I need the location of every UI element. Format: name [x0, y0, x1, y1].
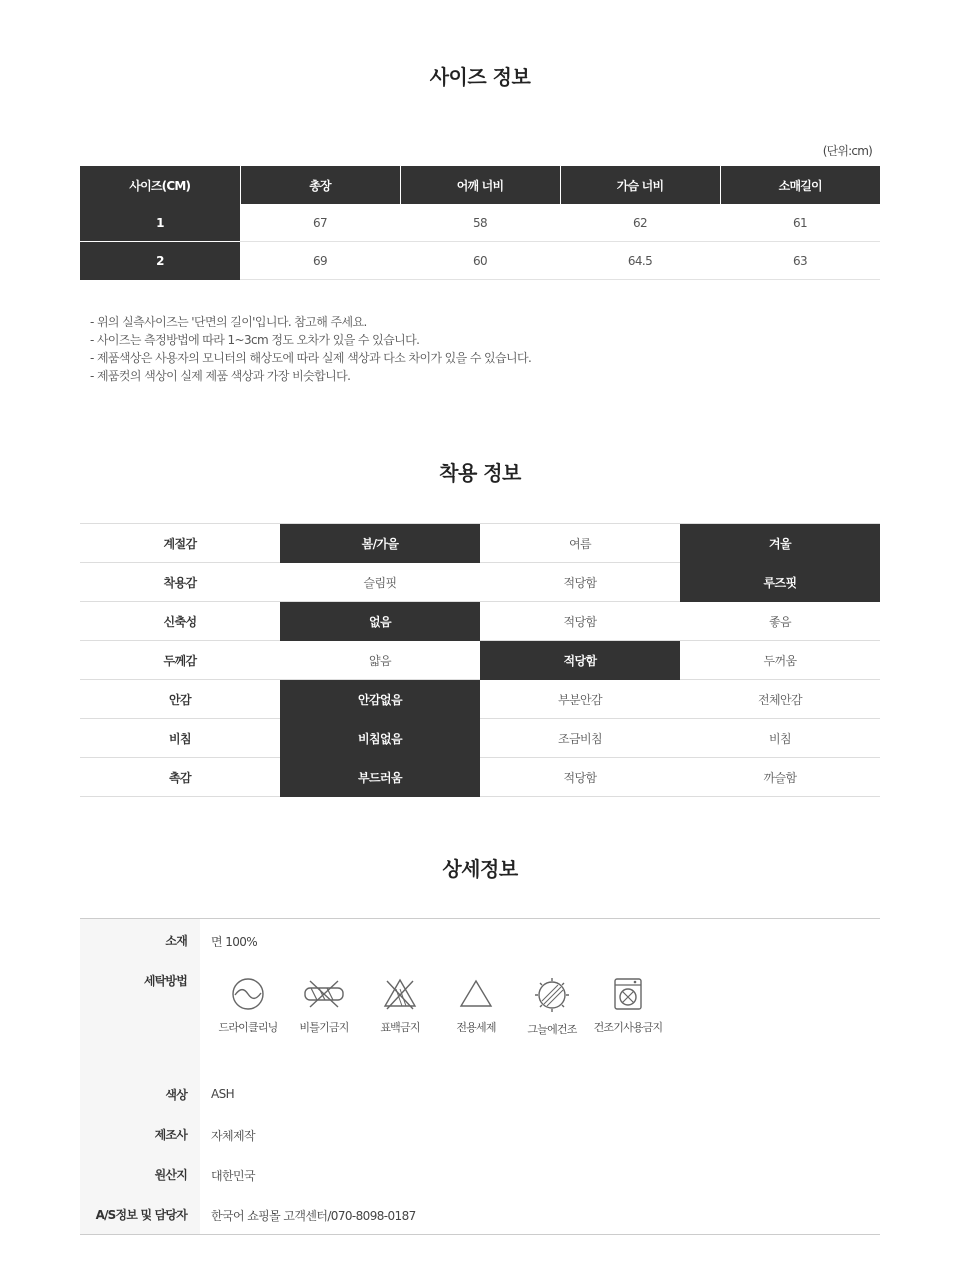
size-notes: [90, 313, 531, 385]
size-value: 58: [400, 204, 560, 242]
fit-option: 안감없음: [280, 680, 480, 719]
size-value: 63: [720, 242, 880, 280]
care-item: [514, 977, 590, 1037]
size-header-length: 총장: [240, 166, 400, 204]
size-table-header: [80, 166, 880, 204]
size-value: 60: [400, 242, 560, 280]
care-item: [438, 977, 514, 1035]
fit-table: [80, 523, 880, 797]
fit-option: 적당함: [480, 758, 680, 797]
fit-option: 비침없음: [280, 719, 480, 758]
fit-label: 착용감: [80, 563, 280, 602]
size-header-chest: 가슴 너비: [560, 166, 720, 204]
size-value: 67: [240, 204, 400, 242]
size-section-title: 사이즈 정보: [429, 65, 531, 89]
color-label: 색상: [165, 1088, 187, 1102]
no-tumble-dry-icon: [590, 977, 666, 1011]
material-value: 면 100%: [211, 935, 258, 949]
no-wring-icon: [286, 977, 362, 1011]
fit-row-season: [80, 524, 880, 563]
detail-table: [80, 918, 880, 1235]
fit-option: 적당함: [480, 563, 680, 602]
material-label: 소재: [165, 934, 187, 948]
size-value: 61: [720, 204, 880, 242]
detail-section-title: 상세정보: [442, 857, 518, 881]
fit-option: 부드러움: [280, 758, 480, 797]
fit-section-title: 착용 정보: [439, 461, 521, 485]
note-item: - 제품색상은 사용자의 모니터의 해상도에 따라 실제 색상과 다소 차이가 있을 수 있습니다.: [90, 351, 532, 365]
origin-value: 대한민국: [211, 1169, 255, 1183]
fit-label: 안감: [80, 680, 280, 719]
care-item: [210, 977, 286, 1035]
fit-option: 비침: [680, 719, 880, 758]
care-label: 세탁방법: [143, 974, 187, 988]
color-value: ASH: [211, 1087, 235, 1101]
size-label: 1: [80, 204, 240, 242]
size-header-size: 사이즈(CM): [80, 166, 240, 204]
fit-option: 슬림핏: [280, 563, 480, 602]
neutral-detergent-icon: [438, 977, 514, 1011]
fit-label: 두께감: [80, 641, 280, 680]
fit-row-sheerness: [80, 719, 880, 758]
size-label: 2: [80, 242, 240, 280]
care-item: [286, 977, 362, 1035]
size-header-sleeve: 소매길이: [720, 166, 880, 204]
maker-label: 제조사: [154, 1128, 187, 1142]
fit-label: 계절감: [80, 524, 280, 563]
maker-value: 자체제작: [211, 1129, 255, 1143]
fit-row-fit: [80, 563, 880, 602]
fit-option: 적당함: [480, 602, 680, 641]
fit-label: 비침: [80, 719, 280, 758]
fit-option: 없음: [280, 602, 480, 641]
care-item-label: 표백금지: [380, 1021, 420, 1034]
origin-label: 원산지: [154, 1168, 187, 1182]
fit-label: 신축성: [80, 602, 280, 641]
detail-label-column: [80, 919, 200, 1234]
no-bleach-icon: [362, 977, 438, 1011]
size-unit-label: (단위:cm): [822, 144, 872, 158]
note-item: - 사이즈는 측정방법에 따라 1~3cm 정도 오차가 있을 수 있습니다.: [90, 333, 420, 347]
fit-option: 적당함: [480, 641, 680, 680]
care-item-label: 그늘에건조: [527, 1023, 577, 1036]
fit-label: 촉감: [80, 758, 280, 797]
fit-option: 얇음: [280, 641, 480, 680]
shade-dry-icon: [514, 977, 590, 1013]
fit-row-stretch: [80, 602, 880, 641]
fit-option: 봄/가을: [280, 524, 480, 563]
care-item-label: 비틀기금지: [299, 1021, 349, 1034]
fit-option: 조금비침: [480, 719, 680, 758]
care-item: [590, 977, 666, 1035]
fit-option: 겨울: [680, 524, 880, 563]
size-table: [80, 166, 880, 280]
size-header-shoulder: 어깨 너비: [400, 166, 560, 204]
care-item-label: 전용세제: [456, 1021, 496, 1034]
care-item: [362, 977, 438, 1035]
table-row: [80, 204, 880, 242]
fit-option: 두꺼움: [680, 641, 880, 680]
dry-clean-icon: [210, 977, 286, 1011]
size-value: 69: [240, 242, 400, 280]
fit-option: 여름: [480, 524, 680, 563]
fit-row-lining: [80, 680, 880, 719]
note-item: - 위의 실측사이즈는 '단면의 길이'입니다. 참고해 주세요.: [90, 315, 367, 329]
size-value: 64.5: [560, 242, 720, 280]
size-value: 62: [560, 204, 720, 242]
fit-option: 까슬함: [680, 758, 880, 797]
fit-option: 전체안감: [680, 680, 880, 719]
note-item: - 제품컷의 색상이 실제 제품 색상과 가장 비슷합니다.: [90, 369, 351, 383]
as-value: 한국어 쇼핑몰 고객센터/070-8098-0187: [211, 1209, 416, 1223]
fit-option: 부분안감: [480, 680, 680, 719]
fit-row-texture: [80, 758, 880, 797]
fit-option: 루즈핏: [680, 563, 880, 602]
fit-option: 좋음: [680, 602, 880, 641]
as-label: A/S정보 및 담당자: [95, 1208, 187, 1222]
care-item-label: 드라이클리닝: [218, 1021, 278, 1034]
table-row: [80, 242, 880, 280]
care-item-label: 건조기사용금지: [593, 1021, 663, 1034]
fit-row-thickness: [80, 641, 880, 680]
